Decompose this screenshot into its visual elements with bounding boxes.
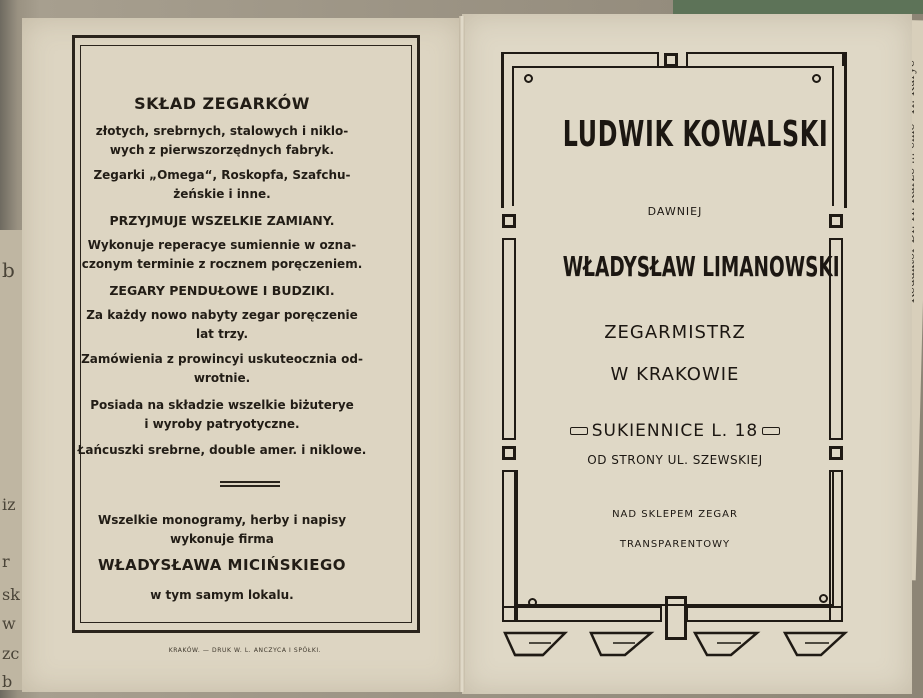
pill-ornament-icon bbox=[762, 427, 780, 435]
ad-line: Wykonuje reperacye sumiennie w ozna- bbox=[87, 238, 357, 252]
left-edge-letter: zc bbox=[2, 644, 20, 663]
ad-line: czonym terminie z rocznem poręczeniem. bbox=[81, 257, 363, 271]
owner-name: LUDWIK KOWALSKI bbox=[562, 114, 829, 155]
direction: OD STRONY UL. SZEWSKIEJ bbox=[587, 453, 763, 467]
firm-name: WŁADYSŁAWA MICIŃSKIEGO bbox=[97, 556, 347, 574]
left-edge-letter: b bbox=[2, 258, 15, 282]
frame-dot-icon bbox=[812, 74, 821, 83]
ad-line: wych z pierwszorzędnych fabryk. bbox=[109, 143, 335, 157]
ad-line: i wyroby patryotyczne. bbox=[144, 417, 300, 431]
frame-dot-icon bbox=[528, 598, 537, 607]
chevron-ornament-icon bbox=[495, 625, 855, 670]
ad-line: Posiada na składzie wszelkie biżuterye bbox=[90, 398, 354, 412]
former-owner-name: WŁADYSŁAW LIMANOWSKI bbox=[562, 250, 840, 283]
shop-heading: SKŁAD ZEGARKÓW bbox=[134, 94, 310, 113]
left-edge-letter: r bbox=[2, 552, 10, 571]
ad-line-caps: ZEGARY PENDUŁOWE I BUDZIKI. bbox=[109, 283, 335, 298]
ad-line: Łańcuszki srebrne, double amer. i niklowe. bbox=[77, 443, 367, 457]
left-edge-letter: sk bbox=[2, 585, 20, 604]
ad-line-caps: PRZYJMUJE WSZELKIE ZAMIANY. bbox=[109, 213, 335, 228]
left-edge-letter: b bbox=[2, 672, 13, 691]
double-rule-divider bbox=[220, 481, 280, 487]
footer-line: wykonuje firma bbox=[170, 532, 274, 546]
ad-line: złotych, srebrnych, stalowych i niklo- bbox=[95, 124, 349, 138]
note-line-1: NAD SKLEPEM ZEGAR bbox=[612, 509, 738, 520]
pill-ornament-icon bbox=[570, 427, 588, 435]
ad-line: Zegarki „Omega“, Roskopfa, Szafchu- bbox=[93, 168, 351, 182]
city: W KRAKOWIE bbox=[610, 364, 740, 385]
address-text: SUKIENNICE L. 18 bbox=[591, 421, 759, 441]
ad-line: Za każdy nowo nabyty zegar poręczenie bbox=[86, 308, 358, 322]
footer-line: w tym samym lokalu. bbox=[150, 588, 294, 602]
ad-line: lat trzy. bbox=[195, 327, 249, 341]
frame-dot-icon bbox=[819, 594, 828, 603]
note-line-2: TRANSPARENTOWY bbox=[619, 539, 731, 550]
profession: ZEGARMISTRZ bbox=[604, 322, 746, 343]
address bbox=[505, 421, 845, 441]
green-paper-scrap bbox=[673, 0, 923, 14]
card-fold bbox=[459, 16, 465, 692]
frame-dot-icon bbox=[524, 74, 533, 83]
printer-imprint: KRAKÓW. — DRUK W. L. ANCZYCA I SPÓŁKI. bbox=[168, 647, 322, 654]
ad-line: Zamówienia z prowincyi uskuteocznia od- bbox=[81, 352, 363, 366]
left-edge-letter: iz bbox=[2, 495, 16, 514]
formerly-label: DAWNIEJ bbox=[647, 205, 703, 218]
footer-line: Wszelkie monogramy, herby i napisy bbox=[97, 513, 347, 527]
ad-line: żeńskie i inne. bbox=[173, 187, 271, 201]
left-edge-letter: w bbox=[2, 614, 16, 633]
ad-line: wrotnie. bbox=[193, 371, 251, 385]
frame-square-icon bbox=[664, 53, 678, 67]
